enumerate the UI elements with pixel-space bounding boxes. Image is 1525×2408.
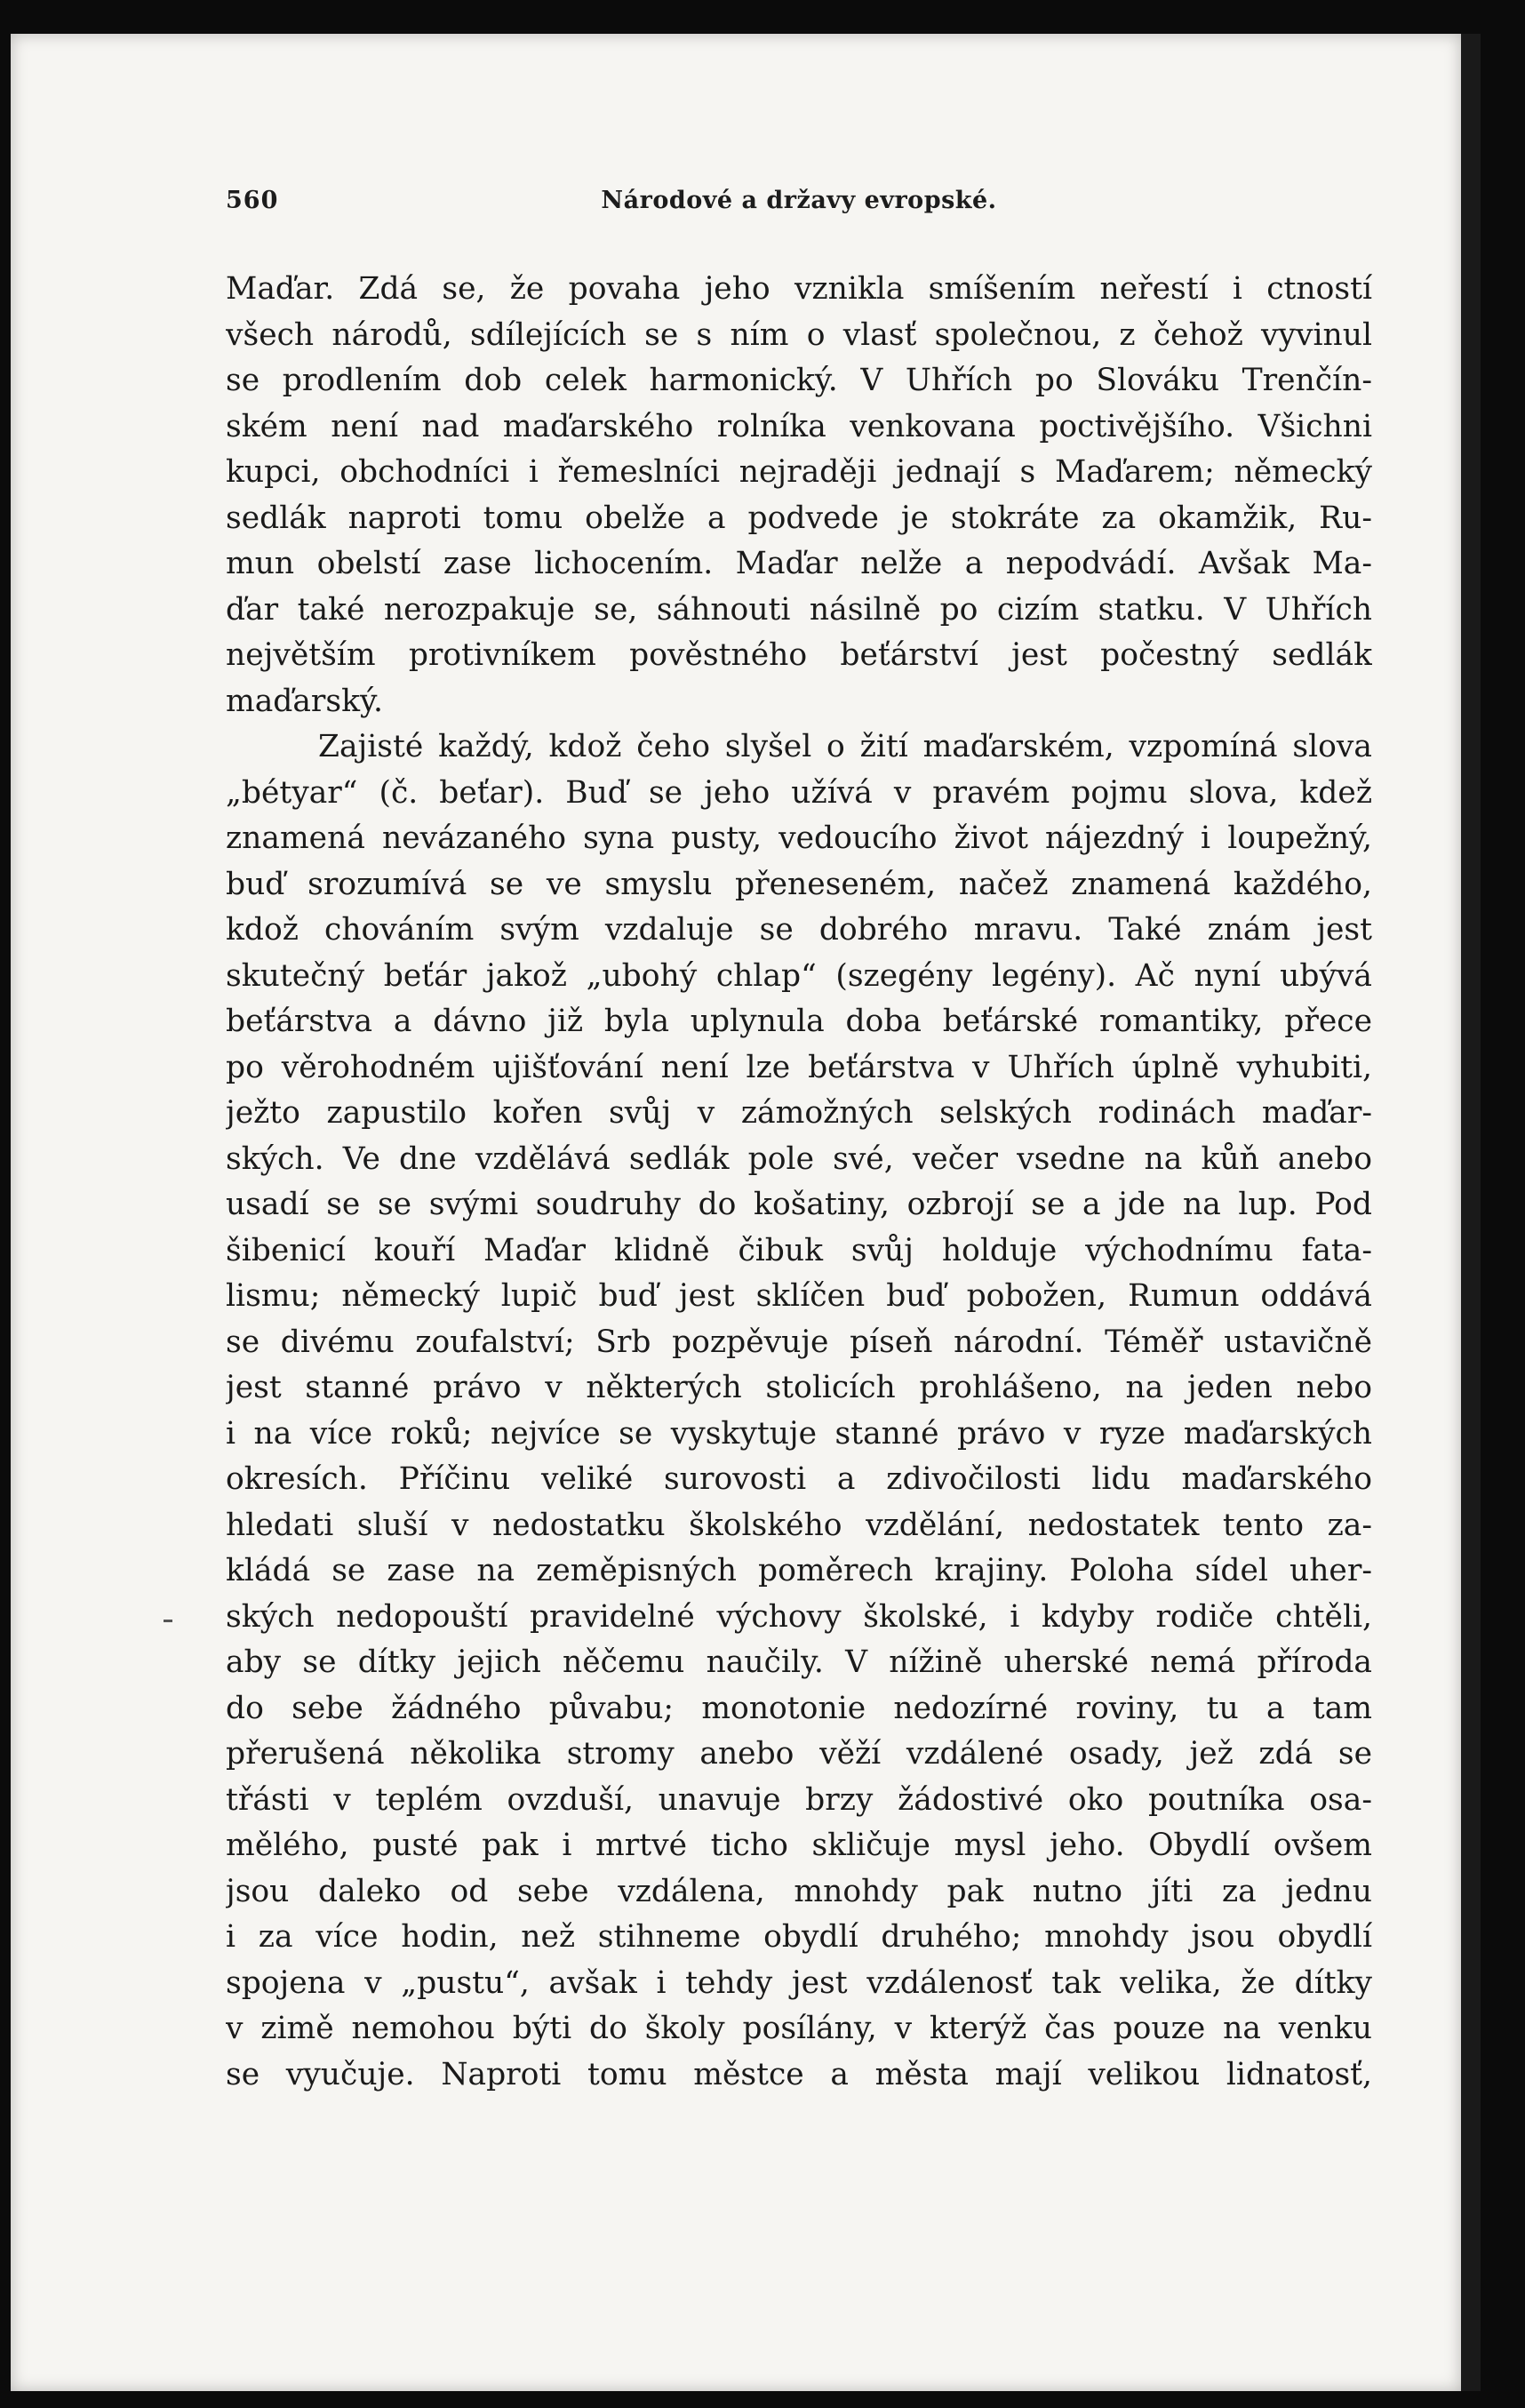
- text-line: kupci, obchodníci i řemeslníci nejraději jednají s Maďarem; německý: [226, 454, 1372, 490]
- text-line: se vyučuje. Naproti tomu městce a města mají velikou lidnatosť,: [226, 2056, 1372, 2092]
- text-line: mun obelstí zase lichocením. Maďar nelže a nepodvádí. Avšak Ma-: [226, 546, 1372, 581]
- text-line: jest stanné právo v některých stolicích prohlášeno, na jeden nebo: [226, 1370, 1372, 1405]
- text-line: aby se dítky jejich něčemu naučily. V nížině uherské nemá příroda: [226, 1644, 1372, 1680]
- running-title: Národové a državy evropské.: [601, 187, 997, 214]
- margin-mark: [164, 1620, 172, 1622]
- text-line: i na více roků; nejvíce se vyskytuje stanné právo v ryze maďarských: [226, 1415, 1372, 1452]
- page-edge-shadow: [1461, 34, 1481, 2391]
- text-line: ských. Ve dne vzdělává sedlák pole své, večer vsedne na kůň anebo: [226, 1140, 1372, 1177]
- text-line: se prodlením dob celek harmonický. V Uhřích po Slováku Trenčín-: [226, 363, 1372, 398]
- text-line: třásti v teplém ovzduší, unavuje brzy žádostivé oko poutníka osa-: [226, 1781, 1372, 1818]
- text-line: jsou daleko od sebe vzdálena, mnohdy pak nutno jíti za jednu: [226, 1873, 1372, 1909]
- text-line: ských nedopouští pravidelné výchovy školské, i kdyby rodiče chtěli,: [226, 1598, 1372, 1635]
- text-line: po věrohodném ujišťování není lze beťárstva v Uhřích úplně vyhubiti,: [226, 1049, 1372, 1085]
- text-line: Maďar. Zdá se, že povaha jeho vznikla smíšením neřestí i ctností: [226, 271, 1372, 307]
- text-line: ském není nad maďarského rolníka venkovana poctivějšího. Všichni: [226, 408, 1372, 444]
- text-line: mělého, pusté pak i mrtvé ticho skličuje mysl jeho. Obydlí ovšem: [226, 1828, 1372, 1863]
- text-line: v zimě nemohou býti do školy posílány, v kterýž čas pouze na venku: [226, 2011, 1372, 2046]
- text-line: všech národů, sdílejících se s ním o vlasť společnou, z čehož vyvinul: [226, 316, 1372, 353]
- paragraph-1: [226, 267, 1372, 724]
- text-line: největším protivníkem pověstného beťárství jest počestný sedlák: [226, 637, 1372, 673]
- text-line: do sebe žádného půvabu; monotonie nedozírné roviny, tu a tam: [226, 1690, 1372, 1726]
- text-line: ďar také nerozpakuje se, sáhnouti násilně po cizím statku. V Uhřích: [226, 591, 1372, 628]
- text-line: i za více hodin, než stihneme obydlí druhého; mnohdy jsou obydlí: [226, 1919, 1372, 1955]
- paragraph-2: [226, 724, 1372, 2098]
- text-line: ježto zapustilo kořen svůj v zámožných selských rodinách maďar-: [226, 1095, 1372, 1131]
- body-text: [226, 267, 1372, 2098]
- text-line: spojena v „pustu“, avšak i tehdy jest vzdálenosť tak velika, že dítky: [226, 1964, 1372, 2001]
- text-line: Zajisté každý, kdož čeho slyšel o žití maďarském, vzpomíná slova: [318, 729, 1372, 764]
- text-line: se divému zoufalství; Srb pozpěvuje píseň národní. Téměř ustavičně: [226, 1324, 1372, 1360]
- text-line: skutečný beťár jakož „ubohý chlap“ (szegény legény). Ač nyní ubývá: [226, 957, 1372, 994]
- text-line: okresích. Příčinu veliké surovosti a zdivočilosti lidu maďarského: [226, 1461, 1372, 1497]
- text-line: šibenicí kouří Maďar klidně čibuk svůj holduje východnímu fata-: [226, 1232, 1372, 1268]
- text-line: hledati sluší v nedostatku školského vzdělání, nedostatek tento za-: [226, 1507, 1372, 1543]
- text-line: usadí se se svými soudruhy do košatiny, ozbrojí se a jde na lup. Pod: [226, 1187, 1372, 1222]
- page-header: [226, 183, 1372, 222]
- text-line: lismu; německý lupič buď jest sklíčen buď pobožen, Rumun oddává: [226, 1278, 1372, 1314]
- text-line: „bétyar“ (č. beťar). Buď se jeho užívá v pravém pojmu slova, kdež: [226, 774, 1372, 811]
- text-line: beťárstva a dávno již byla uplynula doba beťárské romantiky, přece: [226, 1004, 1372, 1039]
- text-line: přerušená několika stromy anebo věží vzdálené osady, jež zdá se: [226, 1736, 1372, 1772]
- text-line: kládá se zase na zeměpisných poměrech krajiny. Poloha sídel uher-: [226, 1553, 1372, 1588]
- text-line: kdož chováním svým vzdaluje se dobrého mravu. Také znám jest: [226, 912, 1372, 948]
- page-number: 560: [226, 187, 279, 214]
- text-line: sedlák naproti tomu obelže a podvede je stokráte za okamžik, Ru-: [226, 500, 1372, 536]
- text-line: buď srozumívá se ve smyslu přeneseném, načež znamená každého,: [226, 866, 1372, 902]
- text-line: maďarský.: [226, 683, 383, 719]
- text-line: znamená nevázaného syna pusty, vedoucího život nájezdný i loupežný,: [226, 820, 1372, 856]
